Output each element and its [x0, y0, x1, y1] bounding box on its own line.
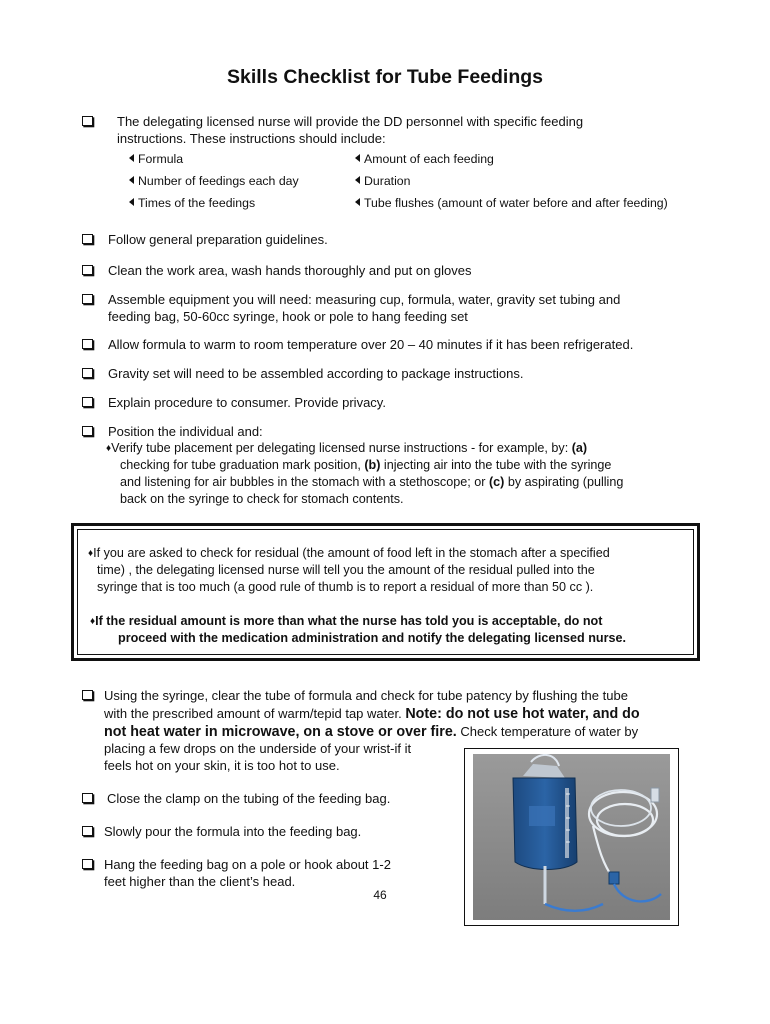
diamond-bullet-icon: ♦	[106, 443, 112, 454]
residual-para-1-line-1: ♦If you are asked to check for residual (the amount of food left in the stomach after a specified	[88, 546, 610, 560]
intro-item-feedings-per-day: Number of feedings each day	[129, 173, 299, 189]
step-position-line-2: checking for tube graduation mark position, (b) injecting air into the tube with the syringe	[120, 458, 612, 472]
residual-para-1-line-3: syringe that is too much (a good rule of thumb is to report a residual of more than 50 cc ).	[97, 580, 594, 594]
page-number: 46	[373, 888, 387, 902]
step-hang-bag-line-2: feet higher than the client’s head.	[104, 874, 296, 889]
bullet-arrow-icon	[355, 176, 360, 184]
intro-item-formula: Formula	[129, 151, 183, 167]
bullet-arrow-icon	[129, 154, 134, 162]
checkbox[interactable]	[82, 294, 93, 304]
intro-item-duration: Duration	[355, 173, 410, 189]
step-preparation: Follow general preparation guidelines.	[108, 232, 328, 247]
page-title: Skills Checklist for Tube Feedings	[226, 66, 544, 88]
step-warm-formula: Allow formula to warm to room temperature over 20 – 40 minutes if it has been refrigerated.	[108, 337, 634, 352]
step-flush-line-4: placing a few drops on the underside of your wrist-if it	[104, 741, 412, 756]
intro-line-2: instructions. These instructions should include:	[117, 131, 386, 146]
checkbox[interactable]	[82, 265, 93, 275]
step-assemble-line-1: Assemble equipment you will need: measuring cup, formula, water, gravity set tubing and	[108, 292, 621, 307]
checkbox[interactable]	[82, 116, 93, 126]
intro-line-1: The delegating licensed nurse will provide the DD personnel with specific feeding	[117, 114, 584, 129]
step-flush-line-2: with the prescribed amount of warm/tepid tap water. Note: do not use hot water, and do	[104, 706, 640, 722]
step-position-line-1: ♦Verify tube placement per delegating licensed nurse instructions - for example, by: (a)	[106, 441, 588, 455]
step-clean: Clean the work area, wash hands thoroughly and put on gloves	[108, 263, 472, 278]
residual-para-1-line-2: time) , the delegating licensed nurse will tell you the amount of the residual pulled into the	[97, 563, 595, 577]
step-position-line-4: back on the syringe to check for stomach contents.	[120, 492, 404, 506]
step-assemble-line-2: feeding bag, 50-60cc syringe, hook or pole to hang feeding set	[108, 309, 468, 324]
diamond-bullet-icon: ♦	[88, 548, 94, 559]
residual-para-2-line-2: proceed with the medication administration and notify the delegating licensed nurse.	[118, 631, 627, 645]
checkbox[interactable]	[82, 234, 93, 244]
step-flush-line-1: Using the syringe, clear the tube of formula and check for tube patency by flushing the tube	[104, 688, 628, 703]
checkbox[interactable]	[82, 859, 93, 869]
checkbox[interactable]	[82, 368, 93, 378]
step-position: Position the individual and:	[108, 424, 263, 439]
step-flush-line-5: feels hot on your skin, it is too hot to use.	[104, 758, 340, 773]
step-gravity-set: Gravity set will need to be assembled according to package instructions.	[108, 366, 524, 381]
intro-item-amount: Amount of each feeding	[355, 151, 494, 167]
step-flush-line-3: not heat water in microwave, on a stove or over fire. Check temperature of water by	[104, 724, 639, 740]
checkbox[interactable]	[82, 397, 93, 407]
bullet-arrow-icon	[129, 198, 134, 206]
intro-item-times: Times of the feedings	[129, 195, 255, 211]
step-explain: Explain procedure to consumer. Provide privacy.	[108, 395, 386, 410]
diamond-bullet-icon: ♦	[90, 616, 96, 627]
checkbox[interactable]	[82, 426, 93, 436]
step-pour-formula: Slowly pour the formula into the feeding bag.	[104, 824, 362, 839]
residual-para-2-line-1: ♦If the residual amount is more than what the nurse has told you is acceptable, do not	[90, 614, 603, 628]
step-hang-bag-line-1: Hang the feeding bag on a pole or hook about 1-2	[104, 857, 391, 872]
bullet-arrow-icon	[129, 176, 134, 184]
checkbox[interactable]	[82, 690, 93, 700]
step-close-clamp: Close the clamp on the tubing of the feeding bag.	[107, 791, 391, 806]
step-position-line-3: and listening for air bubbles in the stomach with a stethoscope; or (c) by aspirating (pulling	[120, 475, 624, 489]
bullet-arrow-icon	[355, 198, 360, 206]
bullet-arrow-icon	[355, 154, 360, 162]
checkbox[interactable]	[82, 793, 93, 803]
checkbox[interactable]	[82, 339, 93, 349]
checkbox[interactable]	[82, 826, 93, 836]
intro-item-tube-flushes: Tube flushes (amount of water before and after feeding)	[355, 195, 668, 211]
